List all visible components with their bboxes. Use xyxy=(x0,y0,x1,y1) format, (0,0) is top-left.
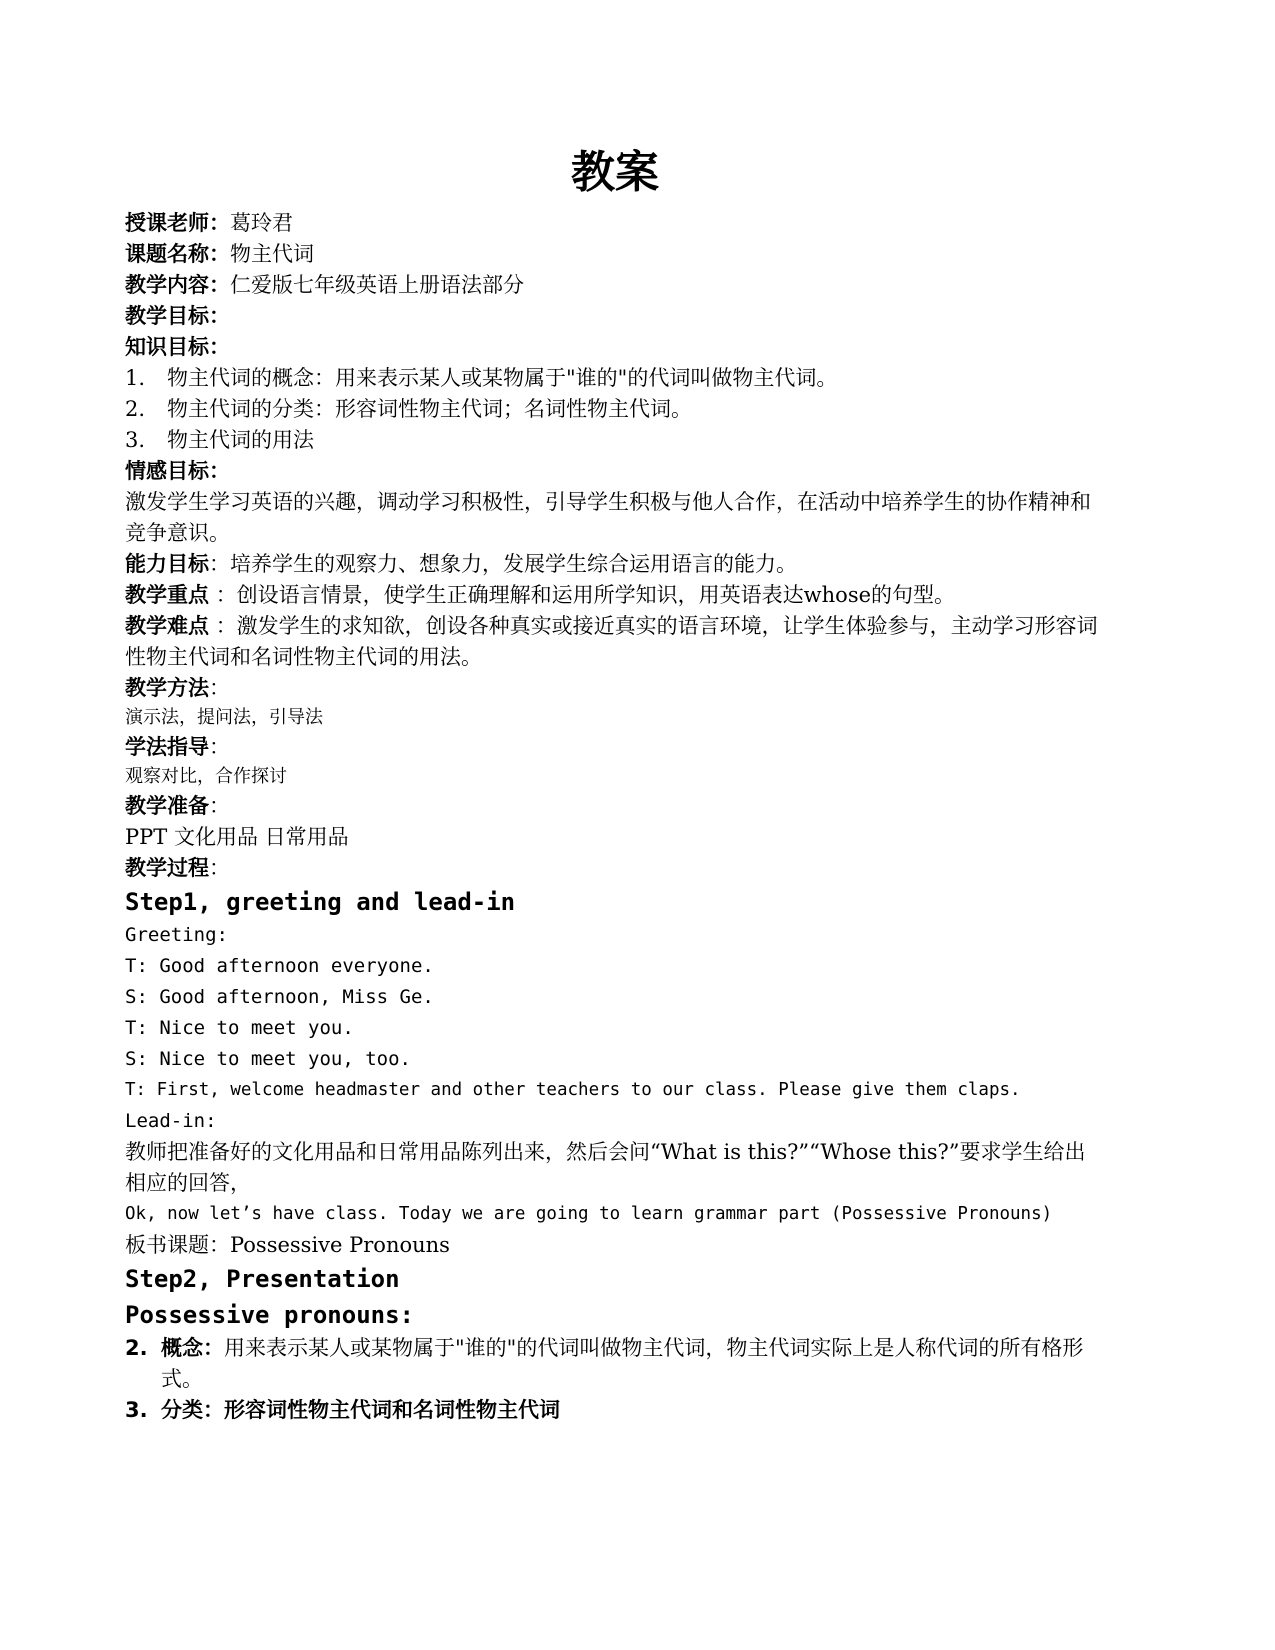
list-label: 概念： xyxy=(161,1336,224,1360)
knowledge-row: 知识目标： xyxy=(125,335,230,359)
ability-value: 培养学生的观察力、想象力，发展学生综合运用语言的能力。 xyxy=(230,552,797,576)
teacher-label: 授课老师 xyxy=(125,211,209,235)
board-line: 板书课题：Possessive Pronouns xyxy=(125,1233,450,1257)
list-text: 用来表示某人或某物属于"谁的"的代词叫做物主代词，物主代词实际上是人称代词的所有格形式。 xyxy=(161,1336,1084,1391)
emotion-label: 情感目标 xyxy=(125,459,209,483)
list-text: 物主代词的分类：形容词性物主代词；名词性物主代词。 xyxy=(167,397,692,421)
list-number: 2. xyxy=(125,397,146,421)
dialog-line: S: Good afternoon, Miss Ge. xyxy=(125,986,434,1008)
topic-row: 课题名称：物主代词 xyxy=(125,242,314,266)
greeting-label: Greeting: xyxy=(125,924,228,946)
teacher-row: 授课老师：葛玲君 xyxy=(125,211,293,235)
dialog-line: S: Nice to meet you, too. xyxy=(125,1048,411,1070)
keypoint-value: ：创设语言情景，使学生正确理解和运用所学知识，用英语表达whose的句型。 xyxy=(215,583,956,607)
prep-row: 教学准备： xyxy=(125,794,230,818)
prep-value: PPT 文化用品 日常用品 xyxy=(125,825,349,849)
list-number: 3. xyxy=(125,1398,148,1422)
list-number: 2. xyxy=(125,1336,148,1360)
dialog-line: T: Nice to meet you. xyxy=(125,1017,354,1039)
ability-label: 能力目标 xyxy=(125,552,209,576)
guide-value: 观察对比，合作探讨 xyxy=(125,766,287,787)
ability-row: 能力目标：培养学生的观察力、想象力，发展学生综合运用语言的能力。 xyxy=(125,552,797,576)
emotion-row: 情感目标： xyxy=(125,459,230,483)
difficulty-row xyxy=(125,611,1105,673)
guide-label: 学法指导 xyxy=(125,735,209,759)
leadin-text: 教师把准备好的文化用品和日常用品陈列出来，然后会问“What is this?”“Whose this?”要求学生给出相应的回答， xyxy=(125,1140,1086,1195)
goals-row: 教学目标： xyxy=(125,304,230,328)
emotion-text: 激发学生学习英语的兴趣，调动学习积极性，引导学生积极与他人合作，在活动中培养学生的协作精神和竞争意识。 xyxy=(125,490,1091,545)
content-value: 仁爱版七年级英语上册语法部分 xyxy=(230,273,524,297)
list-text: 物主代词的用法 xyxy=(167,428,314,452)
lesson-plan-page xyxy=(125,140,1105,1426)
list-item xyxy=(125,394,1105,425)
dialog-line: T: First, welcome headmaster and other teachers to our class. Please give them claps. xyxy=(125,1080,1021,1100)
content-label: 教学内容 xyxy=(125,273,209,297)
list-text: 物主代词的概念：用来表示某人或某物属于"谁的"的代词叫做物主代词。 xyxy=(167,366,838,390)
method-value: 演示法，提问法，引导法 xyxy=(125,707,323,728)
guide-row: 学法指导： xyxy=(125,735,230,759)
list-item xyxy=(125,1395,1105,1426)
process-row: 教学过程： xyxy=(125,856,230,880)
topic-label: 课题名称 xyxy=(125,242,209,266)
teacher-value: 葛玲君 xyxy=(230,211,293,235)
list-item xyxy=(125,1333,1105,1395)
page-title: 教案 xyxy=(571,147,659,198)
goals-label: 教学目标 xyxy=(125,304,209,328)
prep-label: 教学准备 xyxy=(125,794,209,818)
difficulty-label: 教学难点 xyxy=(125,614,209,638)
list-label: 分类：形容词性物主代词和名词性物主代词 xyxy=(161,1398,560,1422)
knowledge-label: 知识目标 xyxy=(125,335,209,359)
step1-heading: Step1, greeting and lead-in xyxy=(125,888,516,916)
step2-subheading: Possessive pronouns: xyxy=(125,1301,414,1329)
difficulty-value: ：激发学生的求知欲，创设各种真实或接近真实的语言环境，让学生体验参与，主动学习形容词性物主代词和名词性物主代词的用法。 xyxy=(125,614,1098,669)
keypoint-label: 教学重点 xyxy=(125,583,209,607)
method-label: 教学方法 xyxy=(125,676,209,700)
step2-heading: Step2, Presentation xyxy=(125,1265,400,1293)
dialog-line: T: Good afternoon everyone. xyxy=(125,955,434,977)
list-item xyxy=(125,425,1105,456)
method-row: 教学方法： xyxy=(125,676,230,700)
topic-value: 物主代词 xyxy=(230,242,314,266)
leadin-label: Lead-in: xyxy=(125,1110,217,1132)
list-item xyxy=(125,363,1105,394)
ok-line: Ok, now let’s have class. Today we are going to learn grammar part (Possessive Pronouns) xyxy=(125,1204,1053,1224)
keypoint-row xyxy=(125,580,1105,611)
process-label: 教学过程 xyxy=(125,856,209,880)
list-number: 3. xyxy=(125,428,146,452)
content-row: 教学内容：仁爱版七年级英语上册语法部分 xyxy=(125,273,524,297)
list-number: 1. xyxy=(125,366,146,390)
